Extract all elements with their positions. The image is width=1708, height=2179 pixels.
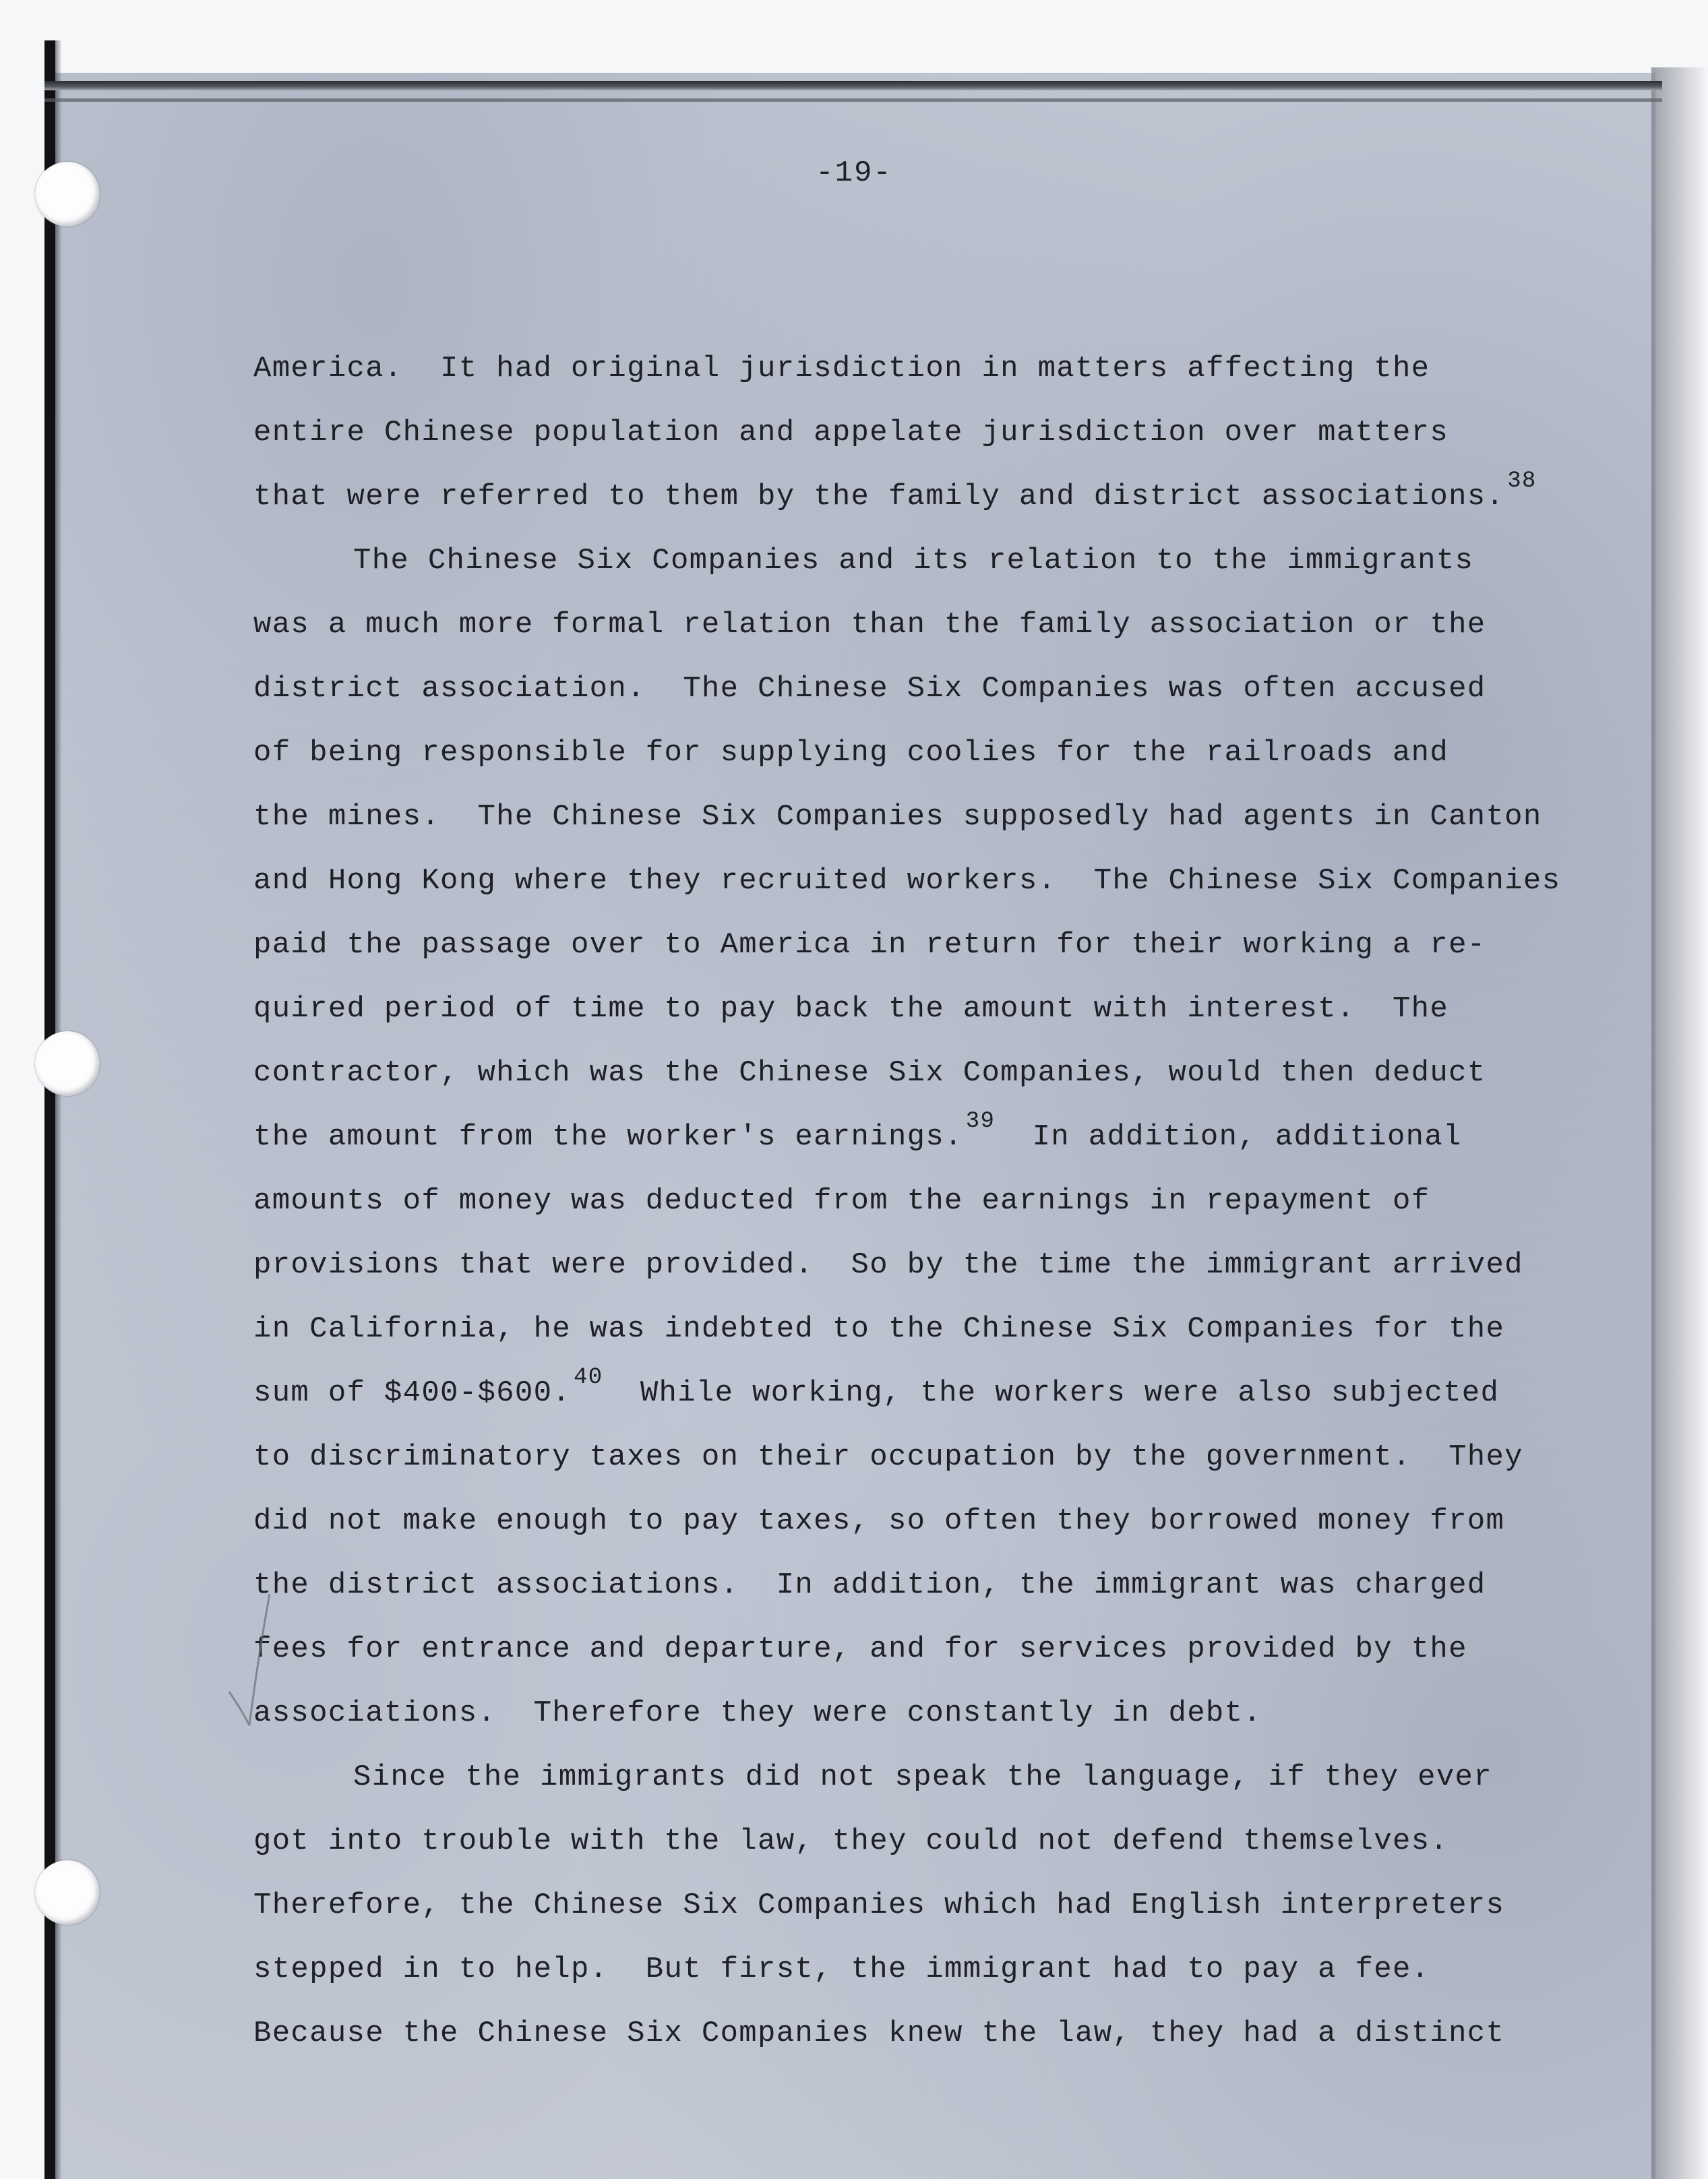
text-line-content: Since the immigrants did not speak the language, if they ever [353,1760,1492,1794]
binding-edge-shadow [55,40,62,2179]
footnote-marker: 39 [965,1109,996,1135]
text-line [253,1297,1615,1361]
text-line-content: the amount from the worker's earnings. [253,1120,963,1154]
text-line-content: was a much more formal relation than the family association or the [253,608,1486,642]
text-line-content: America. It had original jurisdiction in matters affecting the [253,352,1430,386]
text-line-content: entire Chinese population and appelate jurisdiction over matters [253,416,1449,450]
text-line-content: sum of $400-$600. [253,1376,571,1410]
text-line-continuation: In addition, additional [995,1120,1462,1154]
text-line [253,1618,1615,1682]
text-line [253,1938,1615,2002]
text-line [253,1169,1615,1233]
text-line-content: district association. The Chinese Six Companies was often accused [253,672,1486,706]
text-line [253,1041,1615,1105]
punch-hole-middle [35,1031,100,1096]
text-line-content: Because the Chinese Six Companies knew the law, they had a distinct [253,2017,1505,2050]
punch-hole-bottom [35,1860,100,1925]
text-line-content: in California, he was indebted to the Chinese Six Companies for the [253,1312,1505,1346]
text-line-content: provisions that were provided. So by the time the immigrant arrived [253,1248,1523,1282]
text-line-content: the mines. The Chinese Six Companies supposedly had agents in Canton [253,800,1542,834]
text-line [253,337,1615,401]
text-line-content: The Chinese Six Companies and its relation to the immigrants [353,544,1474,578]
text-line-content: the district associations. In addition, the immigrant was charged [253,1568,1486,1602]
text-line-content: that were referred to them by the family and district associations. [253,480,1505,514]
text-line [253,529,1615,593]
text-line [253,849,1615,913]
text-line [253,1682,1615,1746]
page-number: -19- [816,156,892,190]
footnote-marker: 38 [1507,468,1537,495]
text-line-content: stepped in to help. But first, the immigrant had to pay a fee. [253,1953,1430,1986]
text-line-content: amounts of money was deducted from the earnings in repayment of [253,1184,1430,1218]
pencil-check-mark [222,1591,276,1739]
page-edge-shadow [1651,67,1708,2179]
body-text [253,337,1615,2066]
text-line [253,977,1615,1041]
text-line-content: did not make enough to pay taxes, so often they borrowed money from [253,1504,1505,1538]
text-line [253,593,1615,657]
text-line [253,1554,1615,1618]
text-line-content: and Hong Kong where they recruited workers. The Chinese Six Companies [253,864,1561,898]
text-line-content: paid the passage over to America in return for their working a re- [253,928,1486,962]
text-line [253,913,1615,977]
text-line [253,1361,1615,1425]
text-line-content: fees for entrance and departure, and for services provided by the [253,1632,1467,1666]
top-scan-bar [44,81,1662,90]
text-line [253,1874,1615,1938]
text-line [253,785,1615,849]
text-line-content: to discriminatory taxes on their occupation by the government. They [253,1440,1523,1474]
text-line-content: quired period of time to pay back the amount with interest. The [253,992,1449,1026]
text-line-content: contractor, which was the Chinese Six Companies, would then deduct [253,1056,1486,1090]
binding-edge [44,40,55,2179]
text-line-content: got into trouble with the law, they could not defend themselves. [253,1824,1449,1858]
text-line [253,401,1615,465]
text-line-continuation: While working, the workers were also subjected [603,1376,1500,1410]
text-line [253,1233,1615,1297]
text-line [253,2002,1615,2066]
text-line [253,465,1615,529]
top-scan-line [44,98,1662,102]
text-line-content: of being responsible for supplying coolies for the railroads and [253,736,1449,770]
text-line [253,1490,1615,1554]
footnote-marker: 40 [573,1365,603,1391]
text-line [253,1746,1615,1810]
text-line [253,721,1615,785]
text-line-content: associations. Therefore they were constantly in debt. [253,1696,1262,1730]
text-line [253,657,1615,721]
text-line [253,1105,1615,1169]
text-line-content: Therefore, the Chinese Six Companies which had English interpreters [253,1889,1505,1922]
text-line [253,1810,1615,1874]
text-line [253,1425,1615,1490]
